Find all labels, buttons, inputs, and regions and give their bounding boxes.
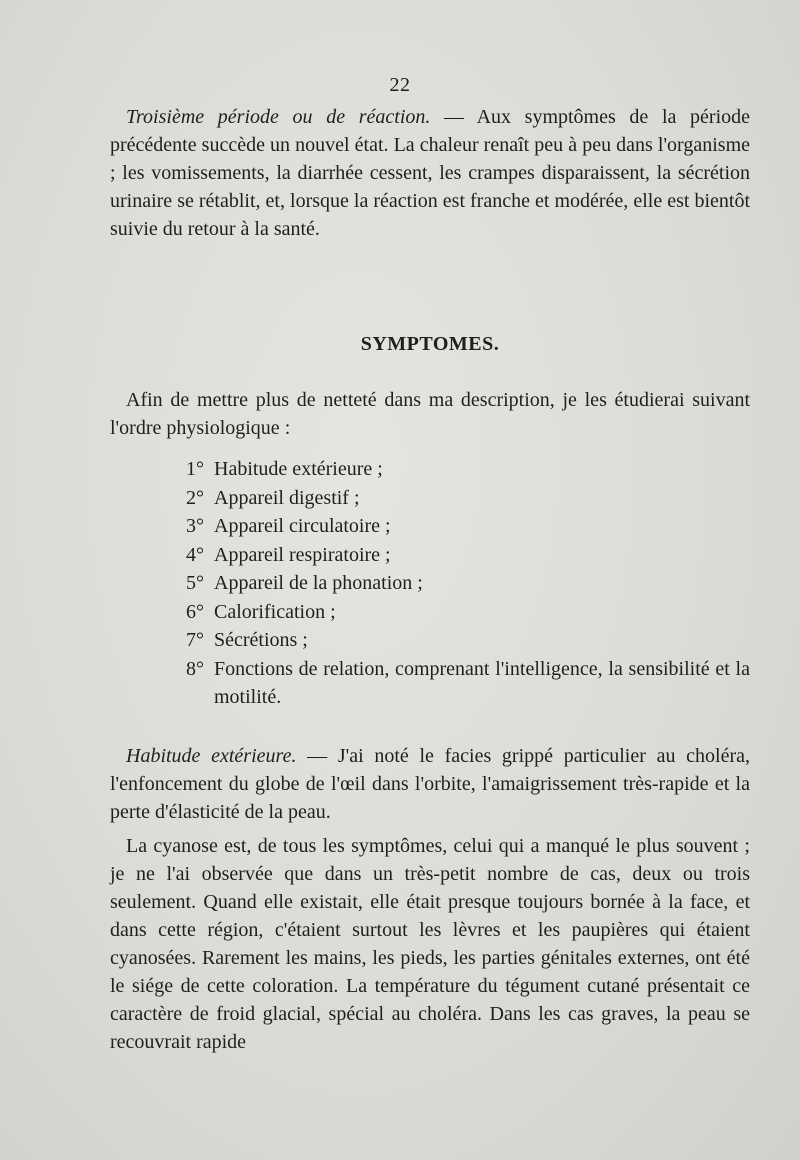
list-item (110, 655, 750, 712)
paragraph-cyanose (110, 832, 750, 1056)
list-item (110, 484, 750, 513)
paragraph-text: — J'ai noté le facies grippé particulier au choléra, l'enfoncement du globe de l'œil dans l'orbite, l'amaigrissement très-rapide et la perte d'élasticité de la peau. (110, 744, 750, 823)
list-item-text: Calorification ; (214, 600, 336, 623)
list-item (110, 626, 750, 655)
list-item (110, 512, 750, 541)
paragraph-text: — Aux symptômes de la période précédente succède un nouvel état. La chaleur renaît peu à peu dans l'organisme ; les vomissements, la diarrhée cessent, les crampes disparaissent, la sécrétion urinaire se rétablit, et, lorsque la réaction est franche et modérée, elle est bientôt suivie du retour à la santé. (110, 106, 750, 240)
paragraph-lead: Troisième période ou de réaction. (126, 106, 431, 128)
list-item-number: 2° (186, 486, 204, 509)
list-item-number: 1° (186, 458, 204, 480)
paragraph-lead: Habitude extérieure. (126, 744, 297, 767)
list-item-number: 6° (186, 600, 204, 623)
list-item-text: Appareil respiratoire ; (214, 543, 391, 566)
paragraph-text: La cyanose est, de tous les symptômes, celui qui a manqué le plus souvent ; je ne l'ai observée que dans un très-petit nombre de cas, deux ou trois seulement. Quand elle existait, elle était presque toujours bornée à la face, et dans cette région, c'étaient surtout les lèvres et les paupières qui étaient cyanosées. Rarement les mains, les pieds, les parties génitales externes, ont été le siége de cette coloration. La température du tégument cutané présentait ce caractère de froid glacial, spécial au choléra. Dans les cas graves, la peau se recouvrait rapide (110, 834, 750, 1053)
paragraph-text: Afin de mettre plus de netteté dans ma description, je les étudierai suivant l'ordre physiologique : (110, 389, 750, 439)
list-item-number: 7° (186, 629, 204, 651)
page-number: 22 (389, 74, 411, 96)
list-item-text: Fonctions de relation, comprenant l'intelligence, la sensibilité et la motilité. (214, 657, 750, 708)
list-item (110, 541, 750, 570)
list-item-text: Sécrétions ; (214, 629, 308, 651)
section-heading: SYMPTOMES. (360, 333, 500, 355)
symptom-list (110, 455, 750, 712)
page-body (110, 103, 750, 1056)
list-item-number: 4° (186, 543, 204, 566)
list-item (110, 455, 750, 484)
paragraph-habitude-exterieure (110, 742, 750, 826)
list-item (110, 569, 750, 598)
list-item-text: Appareil de la phonation ; (214, 572, 423, 594)
paragraph-intro-list (110, 386, 750, 442)
list-item-number: 5° (186, 572, 204, 594)
list-item-text: Appareil circulatoire ; (214, 515, 391, 537)
paragraph-troisieme-periode (110, 103, 750, 243)
list-item-text: Appareil digestif ; (214, 486, 360, 509)
list-item-number: 3° (186, 515, 204, 537)
list-item (110, 598, 750, 627)
list-item-text: Habitude extérieure ; (214, 458, 383, 480)
list-item-number: 8° (186, 657, 204, 680)
